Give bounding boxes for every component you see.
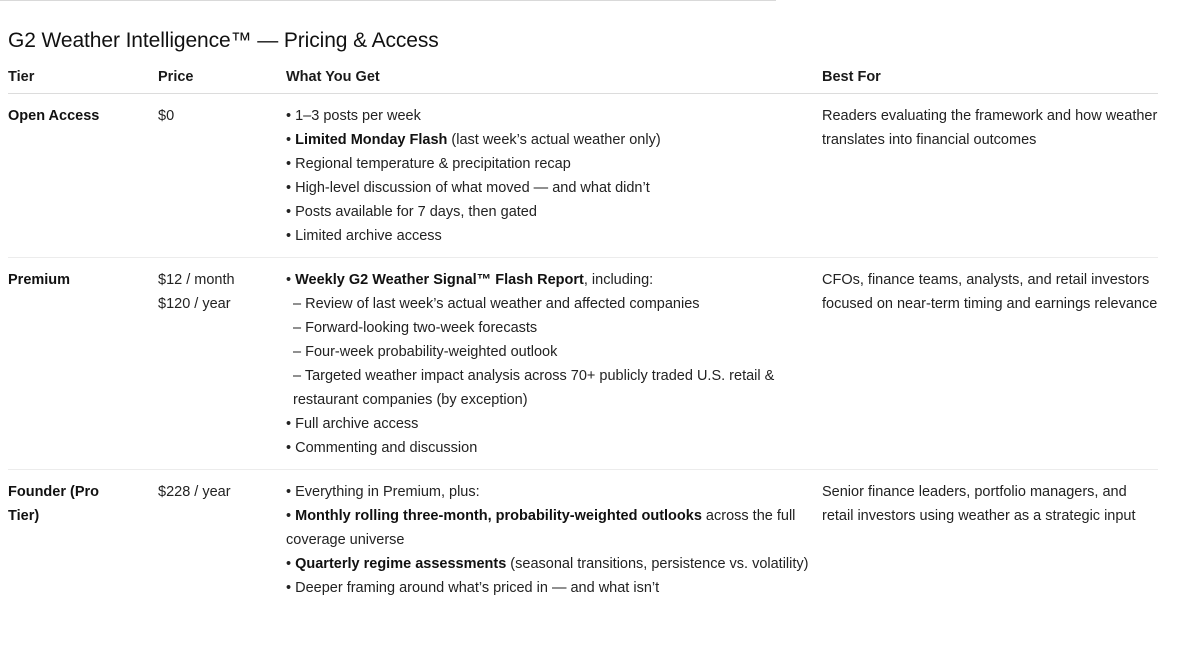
best-for-text: Readers evaluating the framework and how weather translates into financial outcomes [822, 108, 1158, 148]
price-value: $12 / month [158, 272, 235, 288]
feature-text: , including: [583, 272, 654, 288]
tier-name: Open Access [8, 108, 100, 124]
page-title: G2 Weather Intelligence™ — Pricing & Access [8, 29, 439, 52]
feature-item [286, 576, 814, 600]
feature-item [286, 268, 814, 292]
feature-item [286, 436, 814, 460]
feature-text: Targeted weather impact analysis across 70+ publicly traded U.S. retail & restaurant companies (by exception) [293, 368, 775, 408]
header-tier: Tier [8, 64, 158, 94]
feature-text: across the full coverage universe [286, 508, 796, 548]
tier-cell [8, 258, 158, 470]
feature-item [286, 316, 814, 340]
bullet-marker: • [286, 580, 296, 596]
tier-cell [8, 470, 158, 610]
tier-name: Founder (Pro Tier) [8, 484, 100, 524]
price-cell [158, 258, 286, 470]
bullet-marker: • [286, 508, 296, 524]
bullet-marker: • [286, 228, 296, 244]
price-value: $120 / year [158, 296, 231, 312]
bullet-marker: • [286, 416, 296, 432]
feature-item [286, 292, 814, 316]
bullet-marker: • [286, 440, 296, 456]
feature-text: Full archive access [295, 416, 419, 432]
feature-text: (last week’s actual weather only) [447, 132, 661, 148]
feature-text: Posts available for 7 days, then gated [295, 204, 537, 220]
price-cell [158, 470, 286, 610]
feature-text: (seasonal transitions, persistence vs. volatility) [506, 556, 809, 572]
feature-item [286, 364, 814, 412]
bullet-marker: • [286, 180, 296, 196]
feature-item [286, 128, 814, 152]
best-for-text: CFOs, finance teams, analysts, and retail investors focused on near-term timing and earnings relevance [822, 272, 1158, 312]
price-cell [158, 94, 286, 258]
feature-item [286, 200, 814, 224]
bullet-marker: • [286, 156, 296, 172]
features-cell [286, 258, 822, 470]
top-divider [0, 0, 776, 1]
bullet-marker: • [286, 556, 296, 572]
table-header-row [8, 64, 1158, 94]
feature-highlight: Limited Monday Flash [295, 132, 448, 148]
table-row [8, 470, 1158, 610]
tier-cell [8, 94, 158, 258]
feature-item [286, 176, 814, 200]
feature-text: 1–3 posts per week [295, 108, 421, 124]
feature-text: Review of last week’s actual weather and affected companies [305, 296, 700, 312]
bullet-marker: • [286, 272, 296, 288]
best-for-text: Senior finance leaders, portfolio managers, and retail investors using weather as a strategic input [822, 484, 1136, 524]
feature-item [286, 152, 814, 176]
dash-marker: – [293, 344, 306, 360]
feature-highlight: Quarterly regime assessments [295, 556, 507, 572]
header-what-you-get: What You Get [286, 64, 822, 94]
feature-text: Deeper framing around what’s priced in — and what isn’t [295, 580, 660, 596]
feature-item [286, 552, 814, 576]
feature-highlight: Weekly G2 Weather Signal™ Flash Report [295, 272, 584, 288]
feature-text: Commenting and discussion [295, 440, 478, 456]
header-price: Price [158, 64, 286, 94]
best-for-cell [822, 470, 1158, 610]
price-value: $228 / year [158, 484, 231, 500]
feature-text: Regional temperature & precipitation recap [295, 156, 571, 172]
best-for-cell [822, 94, 1158, 258]
header-best-for: Best For [822, 64, 1158, 94]
table-row [8, 258, 1158, 470]
feature-text: Everything in Premium, plus: [295, 484, 480, 500]
bullet-marker: • [286, 108, 296, 124]
bullet-marker: • [286, 132, 296, 148]
feature-item [286, 340, 814, 364]
feature-text: Limited archive access [295, 228, 442, 244]
feature-text: Four-week probability-weighted outlook [305, 344, 558, 360]
dash-marker: – [293, 296, 306, 312]
table-row [8, 94, 1158, 258]
best-for-cell [822, 258, 1158, 470]
tier-name: Premium [8, 272, 71, 288]
feature-text: High-level discussion of what moved — and what didn’t [295, 180, 650, 196]
bullet-marker: • [286, 484, 296, 500]
feature-item [286, 412, 814, 436]
features-cell [286, 470, 822, 610]
dash-marker: – [293, 320, 306, 336]
bullet-marker: • [286, 204, 296, 220]
feature-text: Forward-looking two-week forecasts [305, 320, 538, 336]
feature-highlight: Monthly rolling three-month, probability-weighted outlooks [295, 508, 702, 524]
feature-item [286, 480, 814, 504]
feature-item [286, 104, 814, 128]
pricing-table [8, 64, 1158, 609]
feature-item [286, 504, 814, 552]
dash-marker: – [293, 368, 305, 384]
price-value: $0 [158, 108, 175, 124]
feature-item [286, 224, 814, 248]
features-cell [286, 94, 822, 258]
